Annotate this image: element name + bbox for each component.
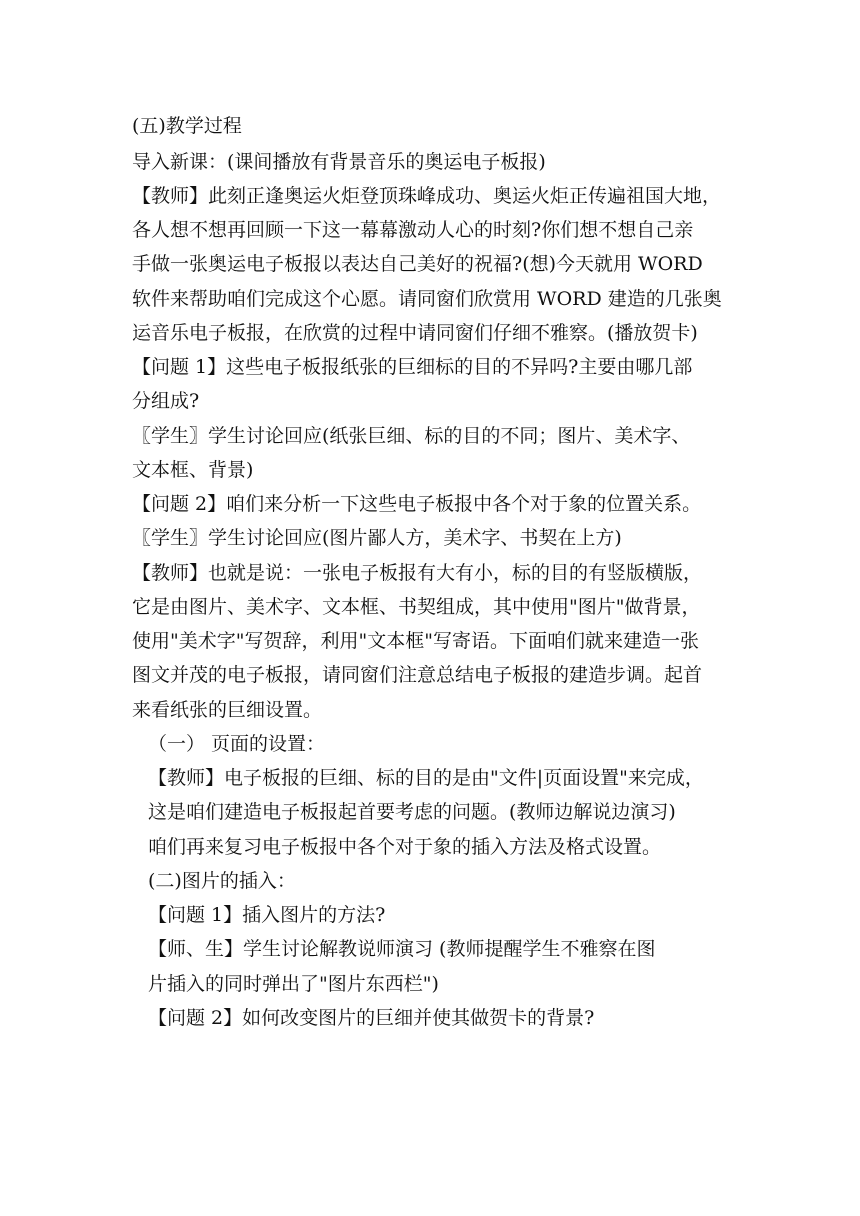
- teacher-line: 使用"美术字"写贺辞，利用"文本框"写寄语。下面咱们就来建造一张: [132, 630, 699, 652]
- teacher-line: 【教师】电子板报的巨细、标的目的是由"文件|页面设置"来完成，: [148, 767, 704, 789]
- subsection-heading: （一） 页面的设置：: [148, 733, 326, 755]
- intro-line: 导入新课：(课间播放有背景音乐的奥运电子板报): [132, 151, 546, 173]
- teacher-line: 【教师】也就是说：一张电子板报有大有小，标的目的有竖版横版，: [132, 562, 703, 584]
- student-line: 〖学生〗学生讨论回应(图片鄙人方，美术字、书契在上方): [132, 527, 622, 549]
- paragraph-line: 手做一张奥运电子板报以表达自己美好的祝福?(想)今天就用 WORD: [132, 253, 703, 275]
- question-line: 分组成?: [132, 390, 200, 412]
- teacher-student-line: 片插入的同时弹出了"图片东西栏"): [148, 973, 439, 995]
- question-line: 【问题 1】这些电子板报纸张的巨细标的目的不异吗?主要由哪几部: [132, 356, 693, 378]
- student-line: 〖学生〗学生讨论回应(纸张巨细、标的目的不同；图片、美术字、: [132, 425, 691, 447]
- subsection-heading: (二)图片的插入：: [148, 870, 296, 892]
- teacher-line: 咱们再来复习电子板报中各个对于象的插入方法及格式设置。: [148, 836, 662, 858]
- teacher-line: 它是由图片、美术字、文本框、书契组成，其中使用"图片"做背景，: [132, 596, 701, 618]
- paragraph-line: 运音乐电子板报，在欣赏的过程中请同窗们仔细不雅察。(播放贺卡): [132, 322, 698, 344]
- teacher-line: 来看纸张的巨细设置。: [132, 699, 323, 721]
- question-line: 【问题 1】插入图片的方法?: [148, 904, 386, 926]
- teacher-line: 这是咱们建造电子板报起首要考虑的问题。(教师边解说边演习): [148, 801, 676, 823]
- question-line: 【问题 2】如何改变图片的巨细并使其做贺卡的背景?: [148, 1007, 595, 1029]
- teacher-student-line: 【师、生】学生讨论解教说师演习 (教师提醒学生不雅察在图: [148, 938, 656, 960]
- teacher-line: 图文并茂的电子板报，请同窗们注意总结电子板报的建造步调。起首: [132, 664, 703, 686]
- section-heading: (五)教学过程: [132, 115, 242, 137]
- student-line: 文本框、背景): [132, 459, 254, 481]
- question-line: 【问题 2】咱们来分析一下这些电子板报中各个对于象的位置关系。: [132, 493, 702, 515]
- paragraph-line: 【教师】此刻正逢奥运火炬登顶珠峰成功、奥运火炬正传遍祖国大地，: [132, 185, 722, 207]
- paragraph-line: 各人想不想再回顾一下这一幕幕激动人心的时刻?你们想不想自己亲: [132, 219, 694, 241]
- paragraph-line: 软件来帮助咱们完成这个心愿。请同窗们欣赏用 WORD 建造的几张奥: [132, 288, 722, 310]
